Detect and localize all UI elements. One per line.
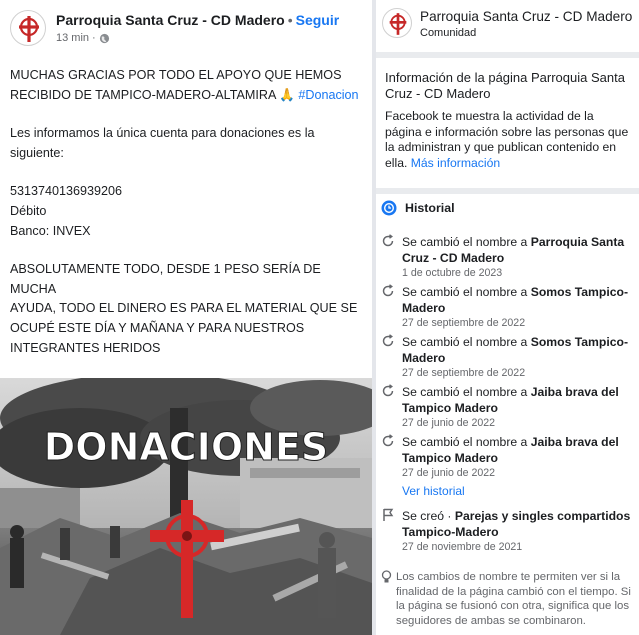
page-name-link[interactable]: Parroquia Santa Cruz - CD Madero (56, 12, 285, 28)
history-prefix: Se creó · (402, 509, 455, 523)
history-text (402, 384, 634, 416)
info-description: Facebook te muestra la actividad de la página e información sobre las personas que la administran y que publican contenido en ella. (385, 109, 629, 170)
history-name: Parejas y singles compartidos Tampico-Madero (402, 509, 631, 539)
account-number: 5313740136939206 (10, 184, 123, 199)
history-card (376, 194, 639, 635)
hashtag-link[interactable]: #Donacion (298, 87, 359, 102)
history-date: 27 de junio de 2022 (402, 467, 496, 479)
history-arrow-icon (381, 334, 395, 348)
history-text (402, 334, 634, 366)
lightbulb-icon (381, 570, 392, 584)
more-info-link[interactable]: Más información (410, 155, 501, 170)
post-text (10, 66, 368, 397)
history-prefix: Se cambió el nombre a (402, 285, 531, 299)
history-text (402, 508, 634, 540)
post-line: INTEGRANTES HERIDOS (10, 340, 161, 355)
cross-logo-icon (11, 11, 46, 46)
history-name: Parroquia Santa Cruz - CD Madero (402, 235, 625, 265)
globe-icon (99, 33, 110, 44)
history-name: Jaiba brava del Tampico Madero (402, 435, 619, 465)
history-arrow-icon (381, 284, 395, 298)
history-date: 27 de junio de 2022 (402, 417, 496, 429)
post-line: MUCHAS GRACIAS POR TODO EL APOYO QUE HEMOS (10, 68, 342, 82)
post-time[interactable]: 13 min (56, 32, 90, 44)
post-header (10, 8, 370, 50)
info-text (385, 109, 631, 171)
bank-name: Banco: INVEX (10, 223, 91, 238)
history-date: 1 de octubre de 2023 (402, 267, 503, 279)
info-title: Información de la página Parroquia Santa Cruz - CD Madero (385, 70, 625, 101)
post-line: AYUDA, TODO EL DINERO ES PARA EL MATERIAL QUE SE (10, 301, 358, 316)
page-avatar-small[interactable] (382, 8, 412, 38)
page-avatar[interactable] (10, 10, 46, 46)
history-title: Historial (405, 201, 455, 215)
history-arrow-icon (381, 384, 395, 398)
history-date: 27 de noviembre de 2021 (402, 541, 523, 553)
post-line (10, 86, 368, 106)
donation-photo (0, 378, 372, 635)
view-history-link[interactable]: Ver historial (402, 484, 465, 498)
post-line: ABSOLUTAMENTE TODO, DESDE 1 PESO SERÍA DE MUCHA (10, 262, 321, 296)
transparency-header (376, 0, 639, 52)
post-image[interactable] (0, 378, 372, 635)
side-page-type: Comunidad (420, 27, 477, 39)
history-text (402, 234, 634, 266)
post-line-text: RECIBIDO DE TAMPICO-MADERO-ALTAMIRA 🙏 (10, 87, 295, 102)
post-meta (56, 32, 110, 44)
history-prefix: Se cambió el nombre a (402, 385, 531, 399)
history-text (402, 284, 634, 316)
post-line: siguiente: (10, 145, 64, 160)
image-caption: DONACIONES (43, 425, 329, 469)
history-prefix: Se cambió el nombre a (402, 435, 531, 449)
history-date: 27 de septiembre de 2022 (402, 367, 526, 379)
history-date: 27 de septiembre de 2022 (402, 317, 526, 329)
post-line: OCUPÉ ESTE DÍA Y MAÑANA Y PARA NUESTROS (10, 320, 305, 335)
cross-logo-icon (383, 9, 412, 38)
page-info-card (376, 58, 639, 188)
history-arrow-icon (381, 434, 395, 448)
side-page-name[interactable]: Parroquia Santa Cruz - CD Madero (420, 9, 633, 24)
history-prefix: Se cambió el nombre a (402, 335, 531, 349)
page-transparency-panel (376, 0, 639, 635)
follow-button[interactable]: Seguir (295, 12, 340, 28)
flag-icon (381, 508, 395, 522)
meta-dot: · (92, 32, 96, 44)
history-text (402, 434, 634, 466)
history-clock-icon (381, 200, 397, 216)
history-prefix: Se cambió el nombre a (402, 235, 531, 249)
card-type: Débito (10, 203, 47, 218)
history-header (381, 200, 455, 216)
post-line: Les informamos la única cuenta para donaciones es la (10, 126, 315, 141)
footer-note-text: Los cambios de nombre te permiten ver si la finalidad de la página cambió con el tiempo. Si la página se fusionó con otra, significa que los seguidores de ambas se combinaron. (396, 571, 631, 627)
separator-dot: • (287, 12, 293, 28)
history-name: Somos Tampico-Madero (402, 285, 629, 315)
history-name: Somos Tampico-Madero (402, 335, 629, 365)
history-arrow-icon (381, 234, 395, 248)
page-name-line (56, 12, 339, 28)
history-name: Jaiba brava del Tampico Madero (402, 385, 619, 415)
